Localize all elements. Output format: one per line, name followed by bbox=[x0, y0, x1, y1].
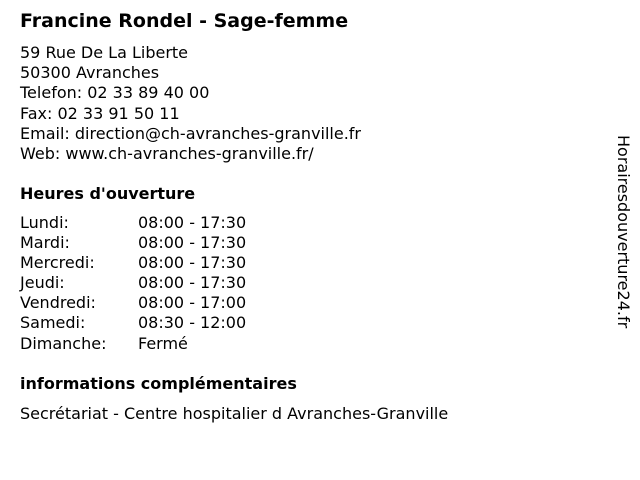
website-address: Web: www.ch-avranches-granville.fr/ bbox=[20, 144, 314, 164]
time-value: 08:00 - 17:30 bbox=[138, 253, 247, 273]
hours-row-friday bbox=[20, 293, 246, 313]
fax-number: Fax: 02 33 91 50 11 bbox=[20, 103, 180, 123]
day-label: Lundi: bbox=[20, 213, 69, 232]
site-watermark: Horairesdouverture24.fr bbox=[614, 135, 633, 329]
day-label: Samedi: bbox=[20, 313, 86, 333]
day-label: Mardi: bbox=[20, 233, 70, 253]
additional-info-heading: informations complémentaires bbox=[20, 374, 297, 393]
time-value: Fermé bbox=[138, 333, 188, 353]
hours-row-monday bbox=[20, 213, 246, 233]
city-postcode: 50300 Avranches bbox=[20, 63, 160, 83]
page-title: Francine Rondel - Sage-femme bbox=[20, 10, 349, 32]
phone-number: Telefon: 02 33 89 40 00 bbox=[20, 83, 210, 103]
day-label: Mercredi: bbox=[20, 253, 95, 273]
hours-row-tuesday bbox=[20, 233, 246, 253]
day-label: Dimanche: bbox=[20, 333, 107, 353]
email-address: Email: direction@ch-avranches-granville.fr bbox=[20, 123, 362, 143]
street-address: 59 Rue De La Liberte bbox=[20, 43, 189, 62]
hours-row-thursday bbox=[20, 273, 246, 293]
day-label: Jeudi: bbox=[20, 273, 65, 293]
opening-hours-table bbox=[20, 213, 246, 354]
opening-hours-heading: Heures d'ouverture bbox=[20, 184, 196, 203]
hours-row-sunday bbox=[20, 334, 246, 354]
hours-row-saturday bbox=[20, 313, 246, 333]
time-value: 08:00 - 17:30 bbox=[138, 273, 247, 293]
day-label: Vendredi: bbox=[20, 293, 96, 313]
time-value: 08:30 - 12:00 bbox=[138, 313, 247, 333]
time-value: 08:00 - 17:30 bbox=[138, 213, 247, 232]
contact-details bbox=[20, 43, 361, 164]
time-value: 08:00 - 17:30 bbox=[138, 233, 247, 253]
hours-row-wednesday bbox=[20, 253, 246, 273]
time-value: 08:00 - 17:00 bbox=[138, 293, 247, 313]
additional-info-text: Secrétariat - Centre hospitalier d Avranches-Granville bbox=[20, 404, 449, 423]
